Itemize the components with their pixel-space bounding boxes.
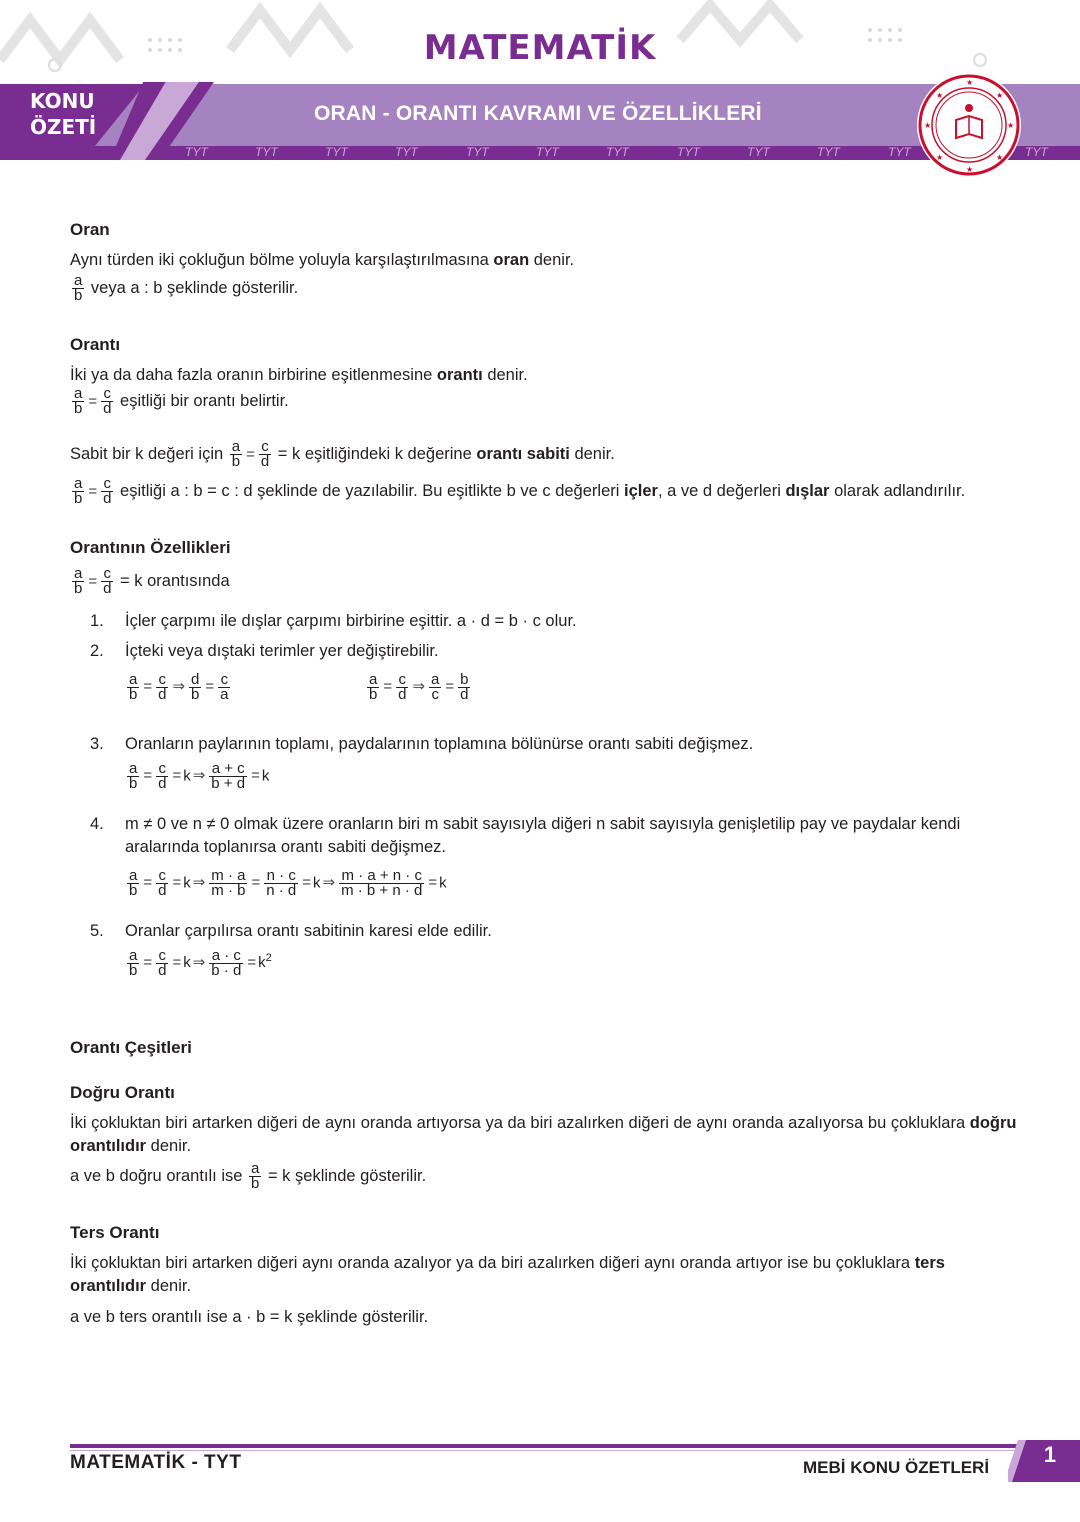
fraction: [264, 869, 298, 898]
text: = k orantısında: [115, 571, 230, 590]
svg-text:★: ★: [924, 121, 932, 130]
fraction: [209, 762, 247, 791]
numerator: c: [218, 673, 230, 688]
fraction: [339, 869, 424, 898]
item-number: 5.: [90, 922, 104, 940]
tyt-label: TYT: [185, 145, 208, 159]
text: eşitliği bir orantı belirtir.: [115, 391, 289, 410]
oranti-sabiti-line: Sabit bir k değeri için $\frac{a}{b}$ = $\frac{c}{d}$ = k eşitliğindeki k değerine orantı sabiti denir.: [70, 438, 615, 470]
denominator: d: [103, 490, 112, 507]
konu-label: KONU: [30, 89, 95, 113]
fraction: [101, 477, 113, 506]
svg-text:★: ★: [996, 153, 1004, 162]
numerator: c: [156, 673, 168, 688]
numerator: a: [431, 671, 440, 688]
numerator: c: [101, 477, 113, 492]
denominator: c: [431, 686, 439, 703]
denominator: d: [260, 453, 270, 470]
section-heading-oran: Oran: [70, 220, 110, 239]
tyt-label: TYT: [747, 145, 770, 159]
svg-text:★: ★: [966, 78, 974, 87]
numerator: n · c: [264, 869, 298, 884]
denominator: b: [129, 882, 138, 899]
numerator: a: [74, 385, 83, 402]
text: İki çokluktan biri artarken diğeri de aynı oranda artıyorsa ya da biri azalırken diğeri de aynı oranda azalıyorsa bu çokluklara: [70, 1113, 970, 1132]
k: k: [261, 767, 270, 785]
bold-term: orantı sabiti: [476, 444, 570, 463]
dogru-oranti-notation: [70, 1159, 1020, 1192]
fraction: [209, 869, 247, 898]
text: , a ve d değerleri: [657, 481, 786, 500]
k: k: [183, 954, 191, 971]
bold-term: doğru orantılıdır: [70, 1113, 1017, 1155]
fraction: [156, 762, 168, 791]
product-example: $\frac{a}{b}$ = $\frac{c}{d}$ = k ⇒ $\frac{a \cdot c}{b \cdot d}$ = $k^2$: [129, 946, 272, 979]
oranti-definition: [70, 364, 1020, 387]
dogru-oranti-definition: [70, 1112, 1020, 1158]
item-number: 1.: [90, 612, 104, 630]
text: veya a : b şeklinde gösterilir.: [86, 278, 299, 297]
fraction: [367, 673, 379, 702]
bold-term: ters orantılıdır: [70, 1253, 945, 1295]
swap-example-1: $\frac{a}{b}$ = $\frac{c}{d}$ ⇒ $\frac{d}{b}$ = $\frac{c}{a}$: [129, 671, 229, 703]
numerator: c: [156, 949, 168, 964]
text: eşitliği a : b = c : d şeklinde de yazılabilir. Bu eşitlikte b ve c değerleri: [115, 481, 624, 500]
fraction: [156, 946, 168, 979]
fraction: [189, 673, 201, 702]
bold-term: içler: [624, 481, 658, 500]
item-number: 3.: [90, 735, 104, 753]
text: denir.: [146, 1136, 192, 1155]
meb-seal-logo: [916, 72, 1022, 178]
topic-title: ORAN - ORANTI KAVRAMI VE ÖZELLİKLERİ: [314, 102, 762, 125]
item-text: m ≠ 0 ve n ≠ 0 olmak üzere oranların biri m sabit sayısıyla diğeri n sabit sayısıyla genişletilip pay ve paydalar kendi aralarında toplanırsa orantı sabiti değişmez.: [125, 815, 961, 856]
fraction: [72, 567, 84, 596]
numerator: a: [74, 565, 83, 582]
footer-divider: [70, 1444, 1020, 1448]
subheading-ters-oranti: Ters Orantı: [70, 1222, 160, 1242]
denominator: d: [103, 400, 112, 417]
text: = k şeklinde gösterilir.: [263, 1166, 427, 1185]
fraction: [429, 673, 441, 702]
list-item: [70, 813, 1020, 898]
fraction: [72, 387, 84, 416]
item-text: Oranların paylarının toplamı, paydalarının toplamına bölünürse orantı sabiti değişmez.: [125, 735, 754, 753]
text: denir.: [482, 366, 528, 384]
denominator: b: [191, 686, 200, 703]
tyt-label: TYT: [677, 145, 700, 159]
denominator: b: [74, 490, 83, 507]
section-heading-cesitler: Orantı Çeşitleri: [70, 1037, 192, 1057]
denominator: d: [103, 580, 112, 597]
denominator: b: [129, 775, 138, 792]
k: k: [313, 874, 321, 892]
swap-examples: [125, 673, 1020, 711]
numerator: a: [129, 671, 138, 688]
fraction: [72, 477, 84, 506]
text: a ve b doğru orantılı ise: [70, 1166, 248, 1185]
numerator: a: [369, 671, 378, 688]
ozeti-label: ÖZETİ: [30, 115, 97, 139]
k: k: [439, 874, 447, 892]
text: = k eşitliğindeki k değerine: [273, 444, 477, 463]
k: k: [183, 767, 191, 785]
expansion-example: $\frac{a}{b}$ = $\frac{c}{d}$ = k ⇒ $\frac{m \cdot a}{m \cdot b}$ = $\frac{n \cdot c}{n \cdot d}$ = k ⇒ $\frac{m \cdot a + n \cdot c}{m \cdot b + n \cdot d}$ = k: [129, 867, 447, 899]
denominator: d: [460, 686, 469, 703]
fraction: [127, 762, 139, 791]
tyt-label: TYT: [255, 145, 278, 159]
denominator: m · b + n · d: [341, 882, 423, 899]
numerator: c: [156, 762, 168, 777]
text: Aynı türden iki çokluğun bölme yoluyla karşılaştırılmasına: [70, 251, 494, 269]
numerator: c: [259, 440, 271, 455]
numerator: b: [460, 671, 469, 688]
item-text: İçler çarpımı ile dışlar çarpımı birbirine eşittir. a · d = b · c olur.: [125, 612, 577, 630]
footer-divider-thin: [70, 1450, 1020, 1451]
text: olarak adlandırılır.: [829, 481, 966, 500]
page-number: 1: [1043, 1442, 1057, 1467]
fraction: [127, 869, 139, 898]
konu-ozeti-label: [30, 88, 96, 140]
subheading-dogru-oranti: Doğru Orantı: [70, 1082, 175, 1102]
item-number: 4.: [90, 815, 104, 833]
svg-text:★: ★: [1007, 121, 1015, 130]
footer-series: MEBİ KONU ÖZETLERİ: [803, 1458, 990, 1477]
svg-text:★: ★: [936, 153, 944, 162]
section-heading-ozellikler: Orantının Özellikleri: [70, 538, 231, 557]
fraction: [249, 1159, 261, 1192]
tyt-label: TYT: [395, 145, 418, 159]
fraction: [101, 567, 113, 596]
fraction: [72, 274, 84, 303]
icler-dislar-line: $\frac{a}{b}$ = $\frac{c}{d}$ eşitliği a : b = c : d şeklinde de yazılabilir. Bu eşitlikte b ve c değerleri içler, a ve d değerleri dışlar olarak adlandırılır.: [74, 475, 966, 507]
ters-oranti-notation: a ve b ters orantılı ise a · b = k şeklinde gösterilir.: [70, 1307, 429, 1326]
swap-example-2: $\frac{a}{b}$ = $\frac{c}{d}$ ⇒ $\frac{a}{c}$ = $\frac{b}{d}$: [369, 671, 469, 703]
denominator: b · d: [211, 961, 242, 979]
item-text: Oranlar çarpılırsa orantı sabitinin karesi elde edilir.: [125, 922, 492, 940]
denominator: a: [220, 686, 229, 703]
numerator: c: [156, 869, 168, 884]
list-item: [70, 733, 1020, 791]
numerator: a · c: [209, 949, 243, 964]
fraction: [218, 673, 230, 702]
item-text: İçteki veya dıştaki terimler yer değiştirebilir.: [125, 642, 439, 660]
numerator: a: [74, 272, 83, 289]
denominator: b: [129, 686, 138, 703]
numerator: m · a + n · c: [339, 869, 424, 884]
tyt-label: TYT: [466, 145, 489, 159]
fraction: [156, 673, 168, 702]
bold-term: dışlar: [785, 481, 830, 500]
numerator: a: [74, 475, 83, 492]
fraction: [156, 869, 168, 898]
exponent: 2: [265, 952, 272, 964]
ters-oranti-definition: [70, 1252, 1020, 1298]
denominator: d: [158, 882, 167, 899]
fraction: [127, 946, 139, 979]
text: denir.: [146, 1276, 192, 1295]
fraction: [127, 673, 139, 702]
denominator: b: [129, 961, 138, 979]
footer-subject: MATEMATİK - TYT: [70, 1452, 242, 1473]
tyt-label: TYT: [888, 145, 911, 159]
denominator: b: [74, 287, 83, 304]
fraction: [259, 440, 271, 469]
denominator: d: [398, 686, 407, 703]
bold-term: orantı: [436, 366, 483, 384]
oran-definition: [70, 249, 1020, 272]
k: k: [183, 874, 191, 892]
text: denir.: [569, 444, 615, 463]
numerator: a: [129, 946, 138, 964]
numerator: m · a: [211, 867, 246, 884]
section-heading-oranti: Orantı: [70, 335, 121, 354]
list-item: [70, 610, 1020, 633]
oranti-equation-line: $\frac{a}{b}$ = $\frac{c}{d}$ eşitliği bir orantı belirtir.: [74, 385, 289, 417]
k: k: [258, 954, 266, 971]
denominator: b: [74, 400, 83, 417]
denominator: b: [251, 1174, 260, 1192]
numerator: a: [129, 760, 138, 777]
text: denir.: [529, 251, 575, 269]
fraction: [396, 673, 408, 702]
svg-text:★: ★: [996, 91, 1004, 100]
main-content: [70, 218, 1020, 1329]
fraction: [458, 673, 470, 702]
numerator: c: [396, 673, 408, 688]
denominator: b: [369, 686, 378, 703]
oran-notation: [70, 274, 1020, 303]
svg-text:★: ★: [966, 165, 974, 174]
text: İki ya da daha fazla oranın birbirine eşitlenmesine: [70, 366, 437, 384]
text: Sabit bir k değeri için: [70, 444, 228, 463]
tyt-label: TYT: [1025, 145, 1048, 159]
denominator: d: [158, 961, 167, 979]
denominator: n · d: [266, 882, 297, 899]
numerator: c: [101, 387, 113, 402]
list-item: [70, 920, 1020, 978]
numerator: d: [191, 671, 200, 688]
svg-text:★: ★: [936, 91, 944, 100]
denominator: b: [231, 453, 241, 470]
tyt-label: TYT: [817, 145, 840, 159]
numerator: a: [251, 1159, 260, 1177]
item-number: 2.: [90, 642, 104, 660]
fraction: [209, 946, 243, 979]
denominator: b + d: [211, 775, 246, 792]
tyt-label: TYT: [325, 145, 348, 159]
ozellikler-intro: $\frac{a}{b}$ = $\frac{c}{d}$ = k orantısında: [74, 565, 230, 597]
numerator: c: [101, 567, 113, 582]
tyt-label: TYT: [606, 145, 629, 159]
numerator: a: [231, 438, 241, 455]
numerator: a + c: [209, 762, 247, 777]
property-list: [70, 610, 1020, 978]
page-title: MATEMATİK: [423, 28, 657, 68]
tyt-label: TYT: [536, 145, 559, 159]
bold-term: oran: [493, 251, 530, 269]
denominator: b: [74, 580, 83, 597]
text: İki çokluktan biri artarken diğeri aynı oranda azalıyor ya da biri azalırken diğeri aynı oranda artıyor ise bu çokluklara: [70, 1253, 915, 1272]
denominator: d: [158, 686, 167, 703]
fraction: [101, 387, 113, 416]
denominator: m · b: [211, 882, 246, 899]
sum-example: $\frac{a}{b}$ = $\frac{c}{d}$ = k ⇒ $\frac{a + c}{b + d}$ = k: [129, 760, 270, 792]
fraction: [230, 440, 242, 469]
list-item: [70, 640, 1020, 711]
numerator: a: [129, 867, 138, 884]
denominator: d: [158, 775, 167, 792]
